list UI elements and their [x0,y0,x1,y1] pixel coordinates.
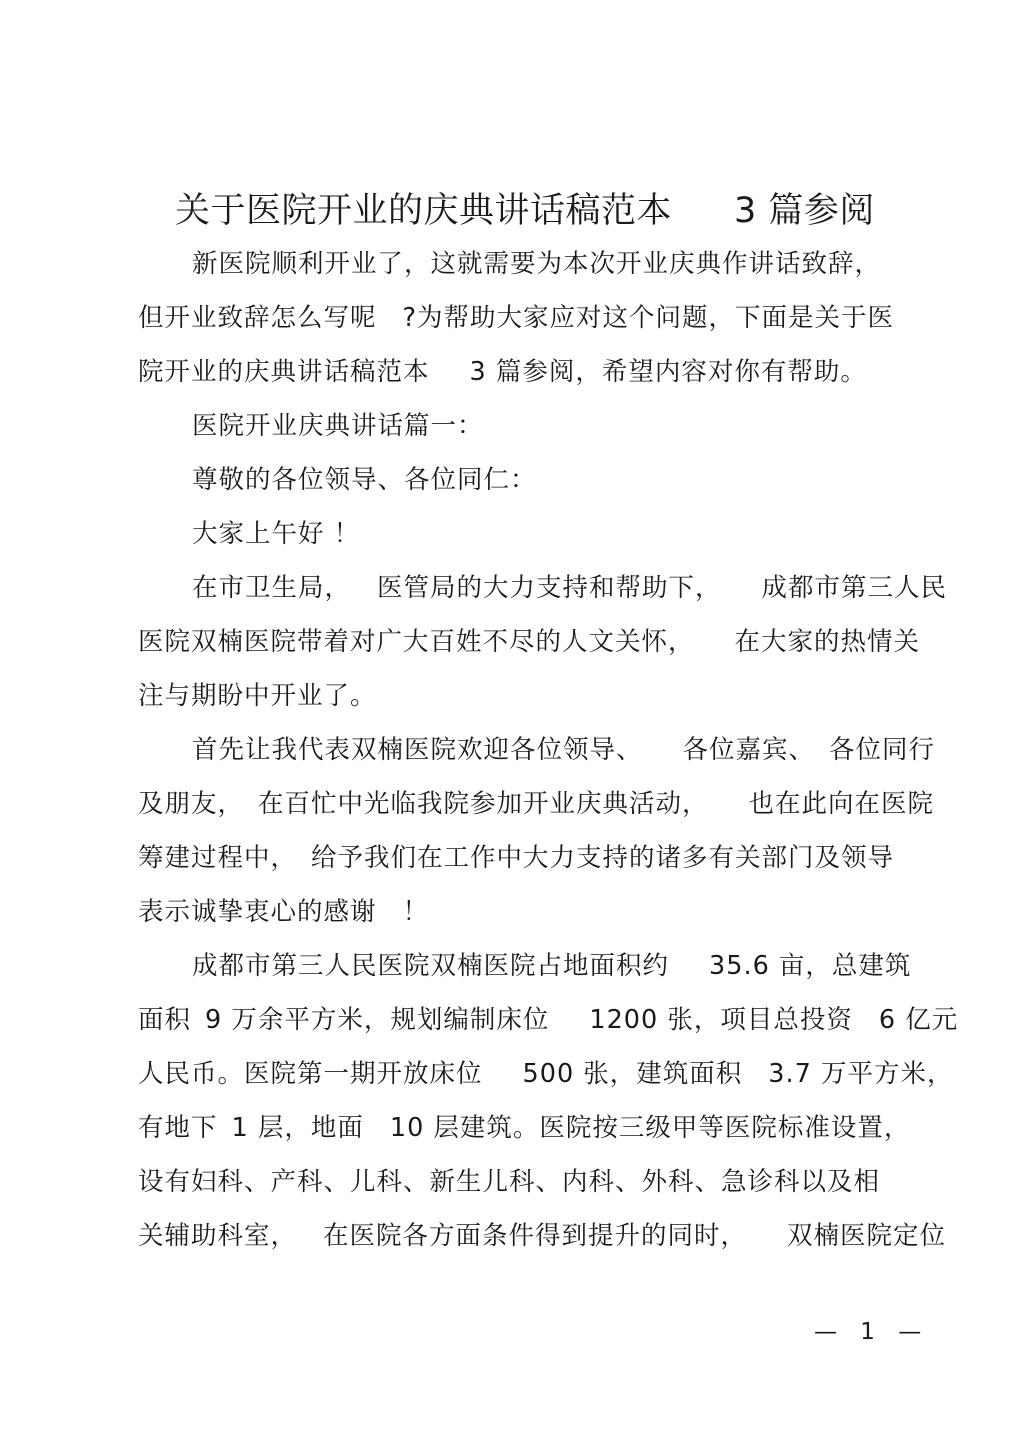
text-line: 筹建过程中， 给予我们在工作中大力支持的诸多有关部门及领导 [138,843,895,873]
text-line: 首先让我代表双楠医院欢迎各位领导、 各位嘉宾、 各位同行 [192,735,936,765]
title-main: 关于医院开业的庆典讲话稿范本 [175,191,673,231]
greeting: 大家上午好 ！ [192,519,361,549]
text-line: 但开业致辞怎么写呢 ?为帮助大家应对这个问题，下面是关于医 [138,303,895,333]
text-line: 人民币。医院第一期开放床位 500 张，建筑面积 3.7 万平方米， [138,1059,954,1089]
text-line: 设有妇科、产科、儿科、新生儿科、内科、外科、急诊科以及相 [138,1167,881,1197]
text-line: 表示诚挚衷心的感谢 ！ [138,897,430,927]
text-line: 有地下 1 层，地面 10 层建筑。医院按三级甲等医院标准设置， [138,1113,911,1143]
text-line: 关辅助科室， 在医院各方面条件得到提升的同时， 双楠医院定位 [138,1221,947,1251]
salutation: 尊敬的各位领导、各位同仁： [192,465,537,495]
text-line: 成都市第三人民医院双楠医院占地面积约 35.6 亩，总建筑 [192,951,912,981]
section-heading: 医院开业庆典讲话篇一： [192,411,484,441]
text-line: 医院双楠医院带着对广大百姓不尽的人文关怀， 在大家的热情关 [138,627,921,657]
text-line: 及朋友， 在百忙中光临我院参加开业庆典活动， 也在此向在医院 [138,789,935,819]
text-line: 在市卫生局， 医管局的大力支持和帮助下， 成都市第三人民 [192,573,948,603]
text-line: 院开业的庆典讲话稿范本 3 篇参阅，希望内容对你有帮助。 [138,357,867,387]
text-line: 新医院顺利开业了，这就需要为本次开业庆典作讲话致辞， [192,249,882,279]
text-line: 面积 9 万余平方米，规划编制床位 1200 张，项目总投资 6 亿元 [138,1005,959,1035]
document-title [175,186,875,236]
title-count: 3 篇参阅 [734,191,875,231]
page-number: — 1 — [814,1319,930,1345]
text-line: 注与期盼中开业了。 [138,681,377,711]
